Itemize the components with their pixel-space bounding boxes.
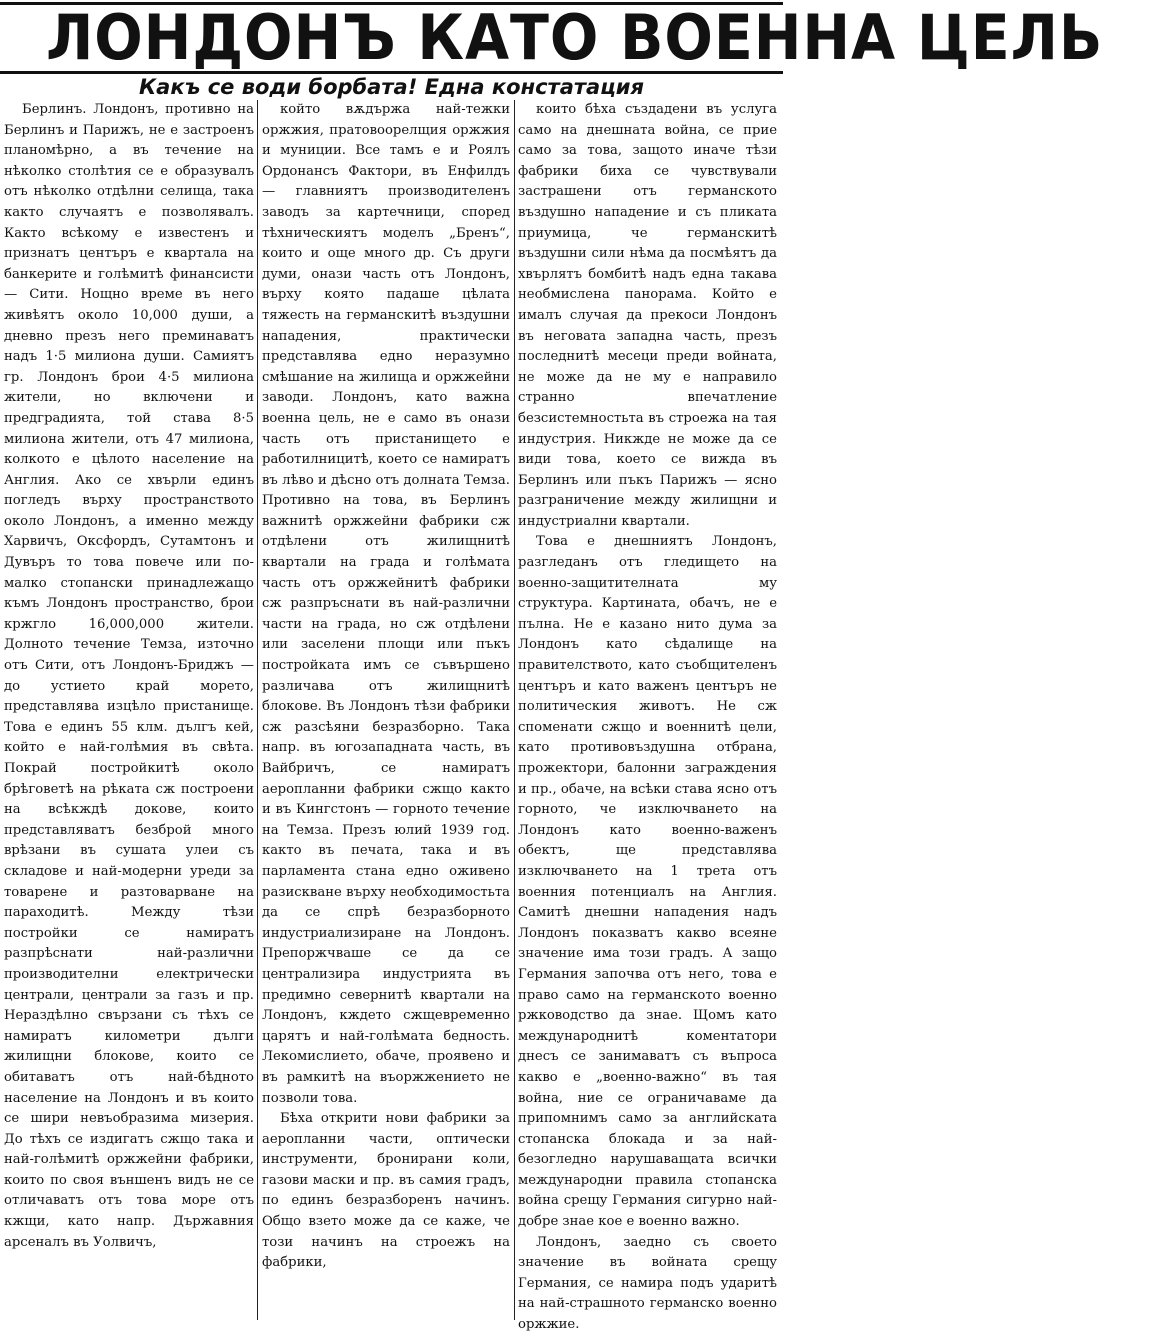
paragraph: Лондонъ, заедно съ своето значение въ войната срещу Германия, се намира подъ ударитѣ на най-страшното германско военно оржжие. (518, 1234, 777, 1333)
paragraph: Берлинъ. Лондонъ, противно на Берлинъ и Парижъ, не е застроенъ планомѣрно, а въ течение на нѣколко столѣтия се е образувалъ отъ нѣколко отдѣлни селища, така както случаятъ е позволявалъ. Както всѣкому е известенъ и признатъ центъръ е квартала на банкерите и голѣмитѣ финансисти — Сити. Нощно време въ него живѣятъ около 10,000 души, а дневно презъ него преминаватъ надъ 1·5 милиона души. Самиятъ гр. Лондонъ брои 4·5 милиона жители, но включени и предградията, той става 8·5 милиона жители, отъ 47 милиона, колкото е цѣлото население на Англия. Ако се хвърли единъ погледъ върху пространството около Лондонъ, а именно между Харвичъ, Оксфордъ, Сутамтонъ и Дувъръ то това повече или по-малко стопански принадлежащо къмъ Лондонъ пространство, брои кржгло 16,000,000 жители. Долното течение Темза, източно отъ Сити, отъ Лондонъ-Бриджъ — до устието край морето, представлява изцѣло пристанище. Това е единъ 55 клм. дългъ кей, който е най-голѣмия въ свѣта. Покрай постройкитѣ около брѣговетѣ на рѣката сж построени на всѣкждѣ докове, които представляватъ безброй много врѣзани въ сушата улеи съ складове и най-модерни уреди за товарене и разтоварване на параходитѣ. Между тѣзи постройки се намиратъ разпрѣснати най-различни производителни електрически централи, централи за газъ и пр. Нераздѣлно свързани съ тѣхъ се намиратъ километри дълги жилищни блокове, които се обитаватъ отъ най-бѣдното население на Лондонъ и въ които се шири невъобразима мизерия. До тѣхъ се издигатъ сжщо така и най-голѣмитѣ оржжейни фабрики, които по своя външенъ видъ не се отличаватъ отъ това море отъ кжщи, като напр. Държавния арсеналъ въ Уолвичъ, (4, 102, 254, 1250)
paragraph: Това е днешниятъ Лондонъ, разгледанъ отъ гледището на военно-защитителната му структура. Картината, обачъ, не е пълна. Не е казано нито дума за Лондонъ като сѣдалище на правителството, като съобщителенъ центъръ и като важенъ центъръ не политическия животъ. Не сж споменати сжщо и военнитѣ цели, като противовъздушна отбрана, прожектори, балонни заграждения и пр., обаче, на всѣки става ясно отъ горното, че изключването на Лондонъ като военно-важенъ обектъ, ще представлява изключването на 1 третa отъ военния потенциалъ на Англия. Самитѣ днешни нападения надъ Лондонъ показватъ какво всеяне значение има този градъ. А защо Германия започва отъ него, това е право само на германското военно ржководство да знае. Щомъ като международнитѣ коментатори днесъ се занимаватъ съ въпроса какво е „военно-важно“ въ тая война, ние се ограничаваме да припомнимъ само за английската стопанска блокада и за най-безогледно нарушаващата всички международни правила стопанска война срещу Германия сигурно най-добре знае кое е военно важно. (518, 534, 777, 1230)
paragraph: Бѣха открити нови фабрики за аеропланни части, оптически инструменти, бронирани коли, газови маски и пр. въ самия градъ, по единъ безразборенъ начинъ. Общо взето може да се каже, че този начинъ на строежъ на фабрики, (262, 1111, 510, 1271)
paragraph: който вѫдържа най-тежки оржжия, пратовоорелщия оржжия и муниции. Все тамъ е и Роялъ Ордонансъ Фактори, въ Енфилдъ — главниятъ производителенъ заводъ за картечници, според тѣхническиятъ моделъ „Бренъ“, които и още много др. Съ други думи, онази часть отъ Лондонъ, върху която падаше цѣлата тяжесть на германскитѣ въздушни нападения, практически представлява едно неразумно смѣшание на жилища и оржжейни заводи. Лондонъ, като важна военна цель, не е само въ онази часть отъ пристанището е работилницитѣ, което се намиратъ въ лѣво и дѣсно отъ долната Темза. Противно на това, въ Берлинъ важнитѣ оржжейни фабрики сж отдѣлени отъ жилищнитѣ квартали на града и голѣмата часть отъ оржжейнитѣ фабрики сж разпръснати въ най-различни части на града, но сж отдѣлени или заселени площи или пъкъ постройката имъ се съвършено различава отъ жилищнитѣ блокове. Въ Лондонъ тѣзи фабрики сж разсѣяни безразборно. Така напр. въ югозападната часть, въ Вайбричъ, се намиратъ аеропланни фабрики сжщо както и въ Кингстонъ — горното течение на Темза. Презъ юлий 1939 год. както въ печата, така и въ парламента стана едно оживено разискване върху необходимостьта да се спрѣ безразборното индустриализиране на Лондонъ. Препоржчваше се да се централизира индустрията въ предимно севернитѣ квартали на Лондонъ, кждето сжщевременно царятъ и най-голѣмата бедность. Лекомислието, обаче, проявено и въ рамкитѣ на въоржжението не позволи това. (262, 102, 510, 1106)
article-column-1 (4, 100, 254, 1330)
subheadline: Какъ се води борбата! Една констатация (139, 75, 644, 99)
article-column-3 (518, 100, 777, 1333)
column-divider (257, 100, 258, 1320)
column-divider (514, 100, 515, 1320)
headline-text: ЛОНДОНЪ КАТО ВОЕННА ЦЕЛЬ (45, 1, 1104, 74)
paragraph: които бѣха създадени въ услуга само на днешната война, се прие само за това, защото иначе тѣзи фабрики биха се чувствували застрашени отъ германското въздушно нападение и съ пликата приумица, че германскитѣ въздушни сили нѣма да посмѣятъ да хвърлятъ бомбитѣ надъ една такава необмислена панорама. Който е ималъ случая да прекоси Лондонъ въ неговата западна часть, презъ последнитѣ месеци преди войната, не може да не му е направило странно впечатление безсистемностьта въ строежа на тая индустрия. Никжде не може да се види това, което се вижда въ Берлинъ или пъкъ Парижъ — ясно разграничение между жилищни и индустриални квартали. (518, 102, 777, 529)
headline (0, 1, 1104, 74)
article-column-2 (262, 100, 510, 1330)
